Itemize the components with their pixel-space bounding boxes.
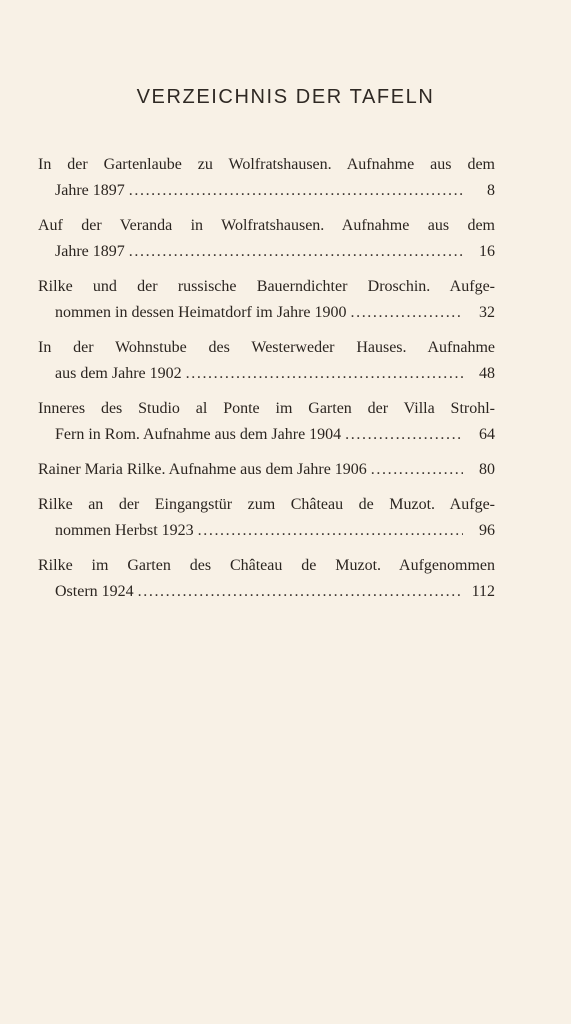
entry-text-line2: nommen Herbst 1923 xyxy=(55,522,194,539)
entry-text-line1: In der Gartenlaube zu Wolfratshausen. Aufnahme aus dem xyxy=(38,156,495,173)
toc-entry xyxy=(38,213,495,265)
toc-entry xyxy=(38,274,495,326)
dot-leader xyxy=(138,579,463,605)
page-title: VERZEICHNIS DER TAFELN xyxy=(136,86,435,108)
entry-text-line1: Rilke an der Eingangstür zum Château de Muzot. Aufge- xyxy=(38,496,495,513)
entry-text-line2: Rainer Maria Rilke. Aufnahme aus dem Jahre 1906 xyxy=(38,461,367,478)
toc-entry xyxy=(38,152,495,204)
toc-entry xyxy=(38,492,495,544)
entry-page-number: 48 xyxy=(479,365,495,382)
entry-text-line2: Jahre 1897 xyxy=(55,182,125,199)
entry-page-number: 112 xyxy=(471,583,495,600)
toc-entry xyxy=(38,553,495,605)
table-of-plates xyxy=(38,152,495,614)
toc-entry xyxy=(38,335,495,387)
dot-leader xyxy=(198,518,463,544)
entry-text-line1: Auf der Veranda in Wolfratshausen. Aufnahme aus dem xyxy=(38,217,495,234)
dot-leader xyxy=(186,361,463,387)
entry-text-line2: nommen in dessen Heimatdorf im Jahre 1900 xyxy=(55,304,347,321)
entry-page-number: 8 xyxy=(487,182,495,199)
entry-page-number: 16 xyxy=(479,243,495,260)
entry-text-line2: Jahre 1897 xyxy=(55,243,125,260)
toc-entry xyxy=(38,396,495,448)
entry-page-number: 96 xyxy=(479,522,495,539)
entry-page-number: 32 xyxy=(479,304,495,321)
entry-text-line1: Rilke im Garten des Château de Muzot. Aufgenommen xyxy=(38,557,495,574)
entry-page-number: 80 xyxy=(479,461,495,478)
toc-entry xyxy=(38,457,495,483)
entry-text-line1: In der Wohnstube des Westerweder Hauses. Aufnahme xyxy=(38,339,495,356)
dot-leader xyxy=(351,300,464,326)
dot-leader xyxy=(371,457,463,483)
entry-text-line2: Ostern 1924 xyxy=(55,583,134,600)
dot-leader xyxy=(345,422,463,448)
dot-leader xyxy=(129,178,463,204)
entry-text-line1: Rilke und der russische Bauerndichter Droschin. Aufge- xyxy=(38,278,495,295)
dot-leader xyxy=(129,239,463,265)
entry-text-line2: Fern in Rom. Aufnahme aus dem Jahre 1904 xyxy=(55,426,342,443)
entry-page-number: 64 xyxy=(479,426,495,443)
entry-text-line2: aus dem Jahre 1902 xyxy=(55,365,182,382)
entry-text-line1: Inneres des Studio al Ponte im Garten der Villa Strohl- xyxy=(38,400,495,417)
